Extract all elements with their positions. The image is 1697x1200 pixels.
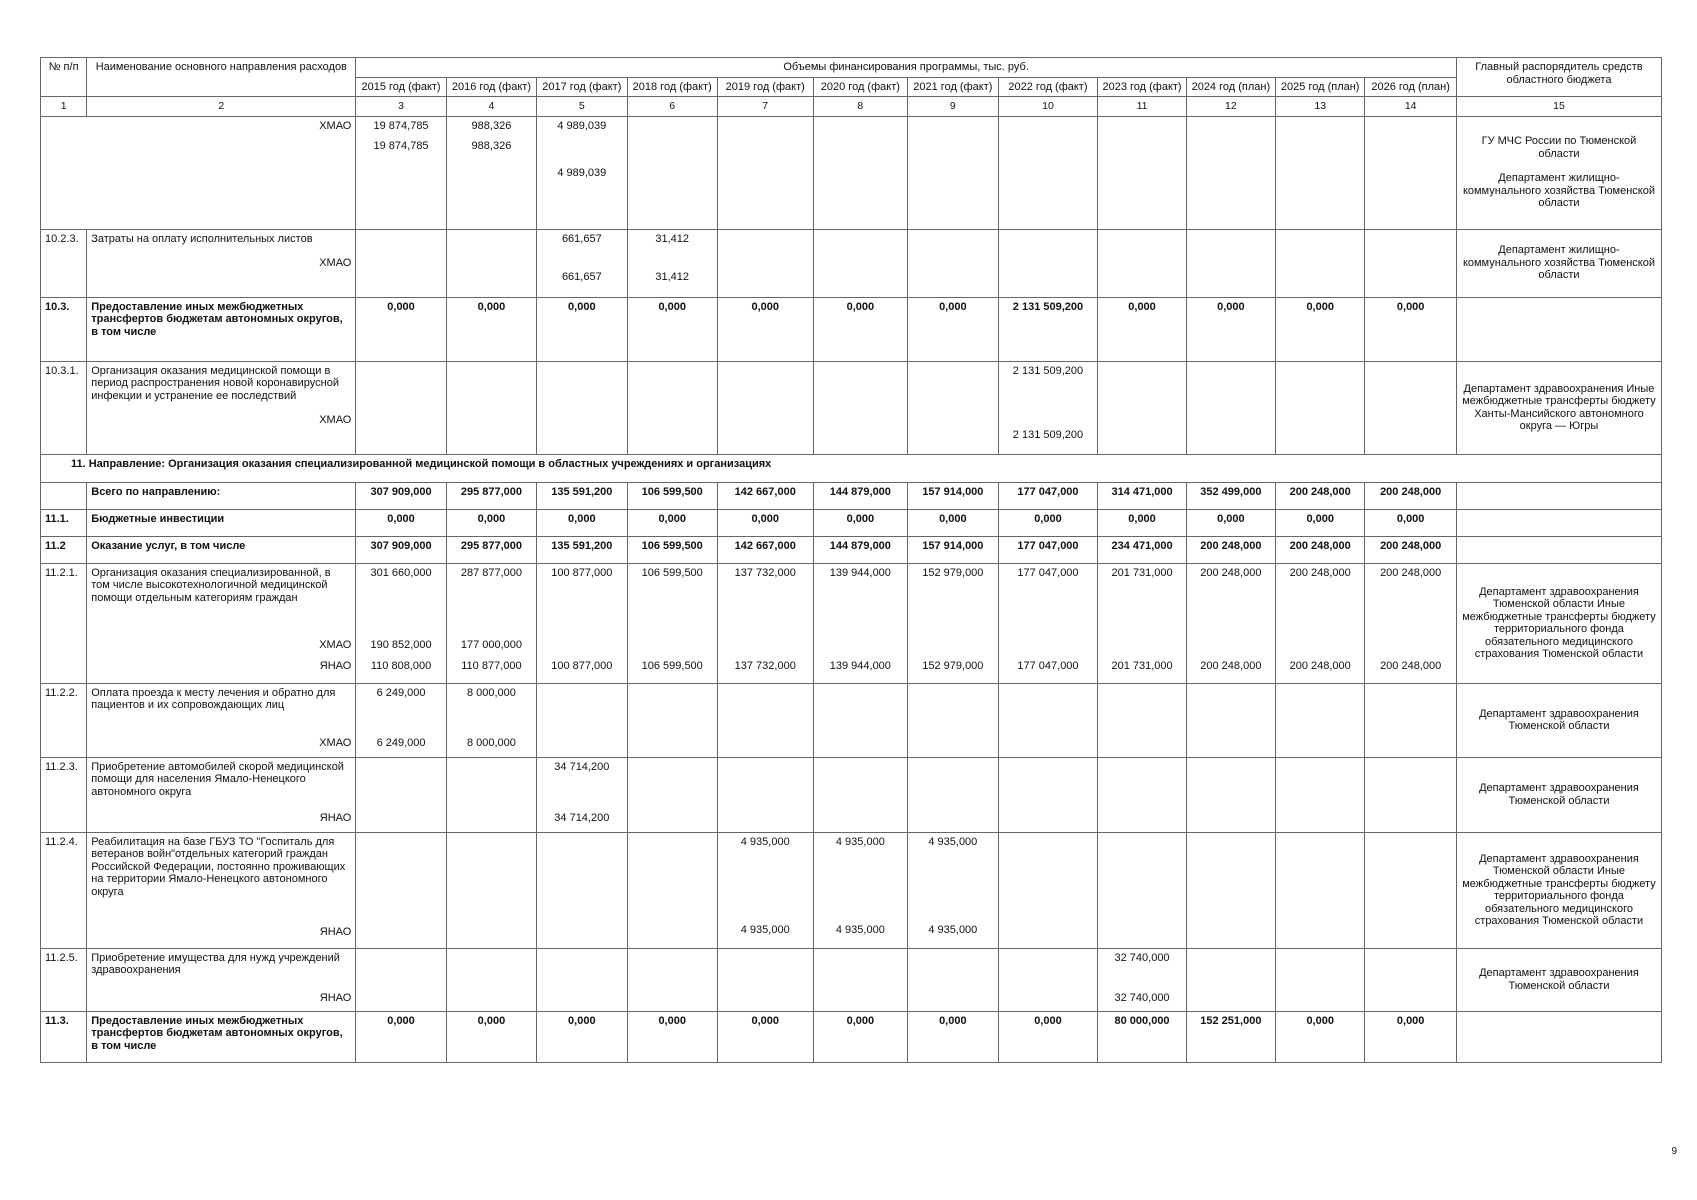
table-row — [41, 361, 1662, 454]
value-cell: 200 248,000 — [1186, 536, 1275, 563]
row-code: 11.2.4. — [41, 832, 87, 948]
table-row — [41, 1011, 1662, 1062]
row-name: Всего по направлению: — [87, 482, 356, 509]
table-row — [41, 832, 1662, 948]
value-cell: 80 000,000 — [1098, 1011, 1186, 1062]
value-cell: 0,000 — [1365, 509, 1457, 536]
year-header: 2017 год (факт) — [537, 77, 627, 97]
table-row — [41, 509, 1662, 536]
value-cell: 0,000 — [537, 297, 627, 361]
value-cell: 0,000 — [998, 1011, 1098, 1062]
row-code: 11.2.2. — [41, 683, 87, 757]
value-cell: 314 471,000 — [1098, 482, 1186, 509]
value-cell: 34 714,200 34 714,200 — [537, 757, 627, 832]
value-cell: 152 979,000 152 979,000 — [908, 563, 998, 683]
value-cell: 200 248,000 200 248,000 — [1186, 563, 1275, 683]
table-row — [41, 116, 1662, 229]
row-code: 11.2.3. — [41, 757, 87, 832]
value-cell: 0,000 — [1365, 297, 1457, 361]
value-cell: 0,000 — [356, 509, 446, 536]
value-cell: 234 471,000 — [1098, 536, 1186, 563]
row-name: Приобретение автомобилей скорой медицинской помощи для населения Ямало-Ненецкого автономного округа ЯНАО — [87, 757, 356, 832]
page-number: 9 — [1671, 1146, 1677, 1157]
header-row-1 — [41, 58, 1662, 78]
value-cell: 200 248,000 — [1276, 536, 1365, 563]
value-cell: 4 989,039 4 989,039 — [537, 116, 627, 229]
row-code: 11.2.5. — [41, 948, 87, 1011]
col-num: 1 — [41, 97, 87, 117]
table-row — [41, 297, 1662, 361]
table-row — [41, 229, 1662, 297]
row-name: Затраты на оплату исполнительных листов ХМАО — [87, 229, 356, 297]
value-cell: 0,000 — [1276, 1011, 1365, 1062]
value-cell: 0,000 — [1186, 509, 1275, 536]
value-cell: 301 660,000 190 852,000 110 808,000 — [356, 563, 446, 683]
value-cell: 135 591,200 — [537, 536, 627, 563]
value-cell: 352 499,000 — [1186, 482, 1275, 509]
col-header-no: № п/п — [41, 58, 87, 97]
value-cell: 31,412 31,412 — [627, 229, 717, 297]
value-cell: 0,000 — [1098, 297, 1186, 361]
value-cell: 142 667,000 — [717, 536, 813, 563]
value-cell: 177 047,000 — [998, 482, 1098, 509]
budget-table — [40, 57, 1662, 1063]
value-cell: 177 047,000 — [998, 536, 1098, 563]
value-cell: 135 591,200 — [537, 482, 627, 509]
value-cell: 0,000 — [908, 297, 998, 361]
row-name: Организация оказания медицинской помощи в период распространения новой коронавирусной инфекции и устранение ее последствий ХМАО — [87, 361, 356, 454]
row-code: 11.3. — [41, 1011, 87, 1062]
value-cell: 0,000 — [908, 509, 998, 536]
col-num: 10 — [998, 97, 1098, 117]
value-cell: 307 909,000 — [356, 482, 446, 509]
year-header: 2016 год (факт) — [446, 77, 536, 97]
row-name: Организация оказания специализированной, в том числе высокотехнологичной медицинской помощи отдельным категориям граждан ХМАО ЯНАО — [87, 563, 356, 683]
value-cell: 0,000 — [998, 509, 1098, 536]
value-cell: 0,000 — [537, 509, 627, 536]
row-name: Приобретение имущества для нужд учреждений здравоохранения ЯНАО — [87, 948, 356, 1011]
value-cell: 0,000 — [446, 297, 536, 361]
year-header: 2026 год (план) — [1365, 77, 1457, 97]
manager-cell: ГУ МЧС России по Тюменской области Департамент жилищно-коммунального хозяйства Тюменской области — [1456, 116, 1661, 229]
value-cell: 4 935,000 4 935,000 — [813, 832, 908, 948]
value-cell: 32 740,000 32 740,000 — [1098, 948, 1186, 1011]
manager-cell: Департамент здравоохранения Иные межбюджетные трансферты бюджету Ханты-Мансийского автономного округа — Югры — [1456, 361, 1661, 454]
section-title: 11. Направление: Организация оказания специализированной медицинской помощи в областных учреждениях и организациях — [41, 454, 1662, 482]
value-cell: 157 914,000 — [908, 536, 998, 563]
value-cell: 19 874,785 19 874,785 — [356, 116, 446, 229]
value-cell: 4 935,000 4 935,000 — [908, 832, 998, 948]
row-code: 11.1. — [41, 509, 87, 536]
section-row — [41, 454, 1662, 482]
col-num: 9 — [908, 97, 998, 117]
manager-cell: Департамент жилищно-коммунального хозяйства Тюменской области — [1456, 229, 1661, 297]
manager-cell: Департамент здравоохранения Тюменской области Иные межбюджетные трансферты бюджету территориального фонда обязательного медицинского страхования Тюменской области — [1456, 832, 1661, 948]
table-row — [41, 948, 1662, 1011]
value-cell: 6 249,000 6 249,000 — [356, 683, 446, 757]
value-cell: 157 914,000 — [908, 482, 998, 509]
value-cell: 0,000 — [813, 1011, 908, 1062]
year-header: 2020 год (факт) — [813, 77, 908, 97]
value-cell: 0,000 — [717, 509, 813, 536]
table-row — [41, 536, 1662, 563]
year-header: 2015 год (факт) — [356, 77, 446, 97]
column-number-row — [41, 97, 1662, 117]
col-num: 11 — [1098, 97, 1186, 117]
value-cell: 0,000 — [356, 297, 446, 361]
value-cell: 0,000 — [627, 1011, 717, 1062]
row-name: Предоставление иных межбюджетных трансфертов бюджетам автономных округов, в том числе — [87, 1011, 356, 1062]
table-row — [41, 482, 1662, 509]
value-cell: 0,000 — [356, 1011, 446, 1062]
value-cell: 307 909,000 — [356, 536, 446, 563]
value-cell: 0,000 — [717, 1011, 813, 1062]
value-cell: 200 248,000 200 248,000 — [1276, 563, 1365, 683]
value-cell: 2 131 509,200 2 131 509,200 — [998, 361, 1098, 454]
col-header-manager: Главный распорядитель средств областного бюджета — [1456, 58, 1661, 97]
value-cell: 100 877,000 100 877,000 — [537, 563, 627, 683]
col-num: 8 — [813, 97, 908, 117]
col-num: 2 — [87, 97, 356, 117]
col-header-funding: Объемы финансирования программы, тыс. руб. — [356, 58, 1457, 78]
value-cell: 661,657 661,657 — [537, 229, 627, 297]
value-cell: 0,000 — [627, 509, 717, 536]
col-num: 3 — [356, 97, 446, 117]
row-code: 10.3.1. — [41, 361, 87, 454]
manager-cell: Департамент здравоохранения Тюменской области Иные межбюджетные трансферты бюджету территориального фонда обязательного медицинского страхования Тюменской области — [1456, 563, 1661, 683]
col-num: 13 — [1276, 97, 1365, 117]
value-cell: 8 000,000 8 000,000 — [446, 683, 536, 757]
value-cell: 2 131 509,200 — [998, 297, 1098, 361]
value-cell: 200 248,000 — [1276, 482, 1365, 509]
value-cell: 0,000 — [813, 509, 908, 536]
row-code: 11.2.1. — [41, 563, 87, 683]
col-num: 12 — [1186, 97, 1275, 117]
row-name: Бюджетные инвестиции — [87, 509, 356, 536]
value-cell: 177 047,000 177 047,000 — [998, 563, 1098, 683]
year-header: 2021 год (факт) — [908, 77, 998, 97]
value-cell: 0,000 — [813, 297, 908, 361]
value-cell: 201 731,000 201 731,000 — [1098, 563, 1186, 683]
value-cell: 0,000 — [627, 297, 717, 361]
value-cell: 0,000 — [446, 1011, 536, 1062]
manager-cell: Департамент здравоохранения Тюменской области — [1456, 948, 1661, 1011]
value-cell: 0,000 — [1276, 509, 1365, 536]
value-cell: 142 667,000 — [717, 482, 813, 509]
year-header: 2024 год (план) — [1186, 77, 1275, 97]
col-num: 4 — [446, 97, 536, 117]
year-header: 2025 год (план) — [1276, 77, 1365, 97]
value-cell: 144 879,000 — [813, 482, 908, 509]
value-cell: 0,000 — [1276, 297, 1365, 361]
col-num: 7 — [717, 97, 813, 117]
value-cell: 295 877,000 — [446, 482, 536, 509]
year-header: 2023 год (факт) — [1098, 77, 1186, 97]
value-cell: 0,000 — [1098, 509, 1186, 536]
table-row — [41, 563, 1662, 683]
value-cell: 152 251,000 — [1186, 1011, 1275, 1062]
col-num: 6 — [627, 97, 717, 117]
col-header-name: Наименование основного направления расходов — [87, 58, 356, 97]
row-name: Реабилитация на базе ГБУЗ ТО "Госпиталь для ветеранов войн"отдельных категорий граждан Российской Федерации, постоянно проживающих на территории Ямало-Ненецкого автономного округа ЯНАО — [87, 832, 356, 948]
value-cell: 106 599,500 106 599,500 — [627, 563, 717, 683]
col-num: 14 — [1365, 97, 1457, 117]
region-label: ХМАО — [41, 116, 356, 229]
manager-cell: Департамент здравоохранения Тюменской области — [1456, 683, 1661, 757]
value-cell: 295 877,000 — [446, 536, 536, 563]
year-header: 2018 год (факт) — [627, 77, 717, 97]
table-row — [41, 683, 1662, 757]
year-header: 2022 год (факт) — [998, 77, 1098, 97]
value-cell: 0,000 — [1365, 1011, 1457, 1062]
value-cell: 4 935,000 4 935,000 — [717, 832, 813, 948]
row-name: Предоставление иных межбюджетных трансфертов бюджетам автономных округов, в том числе — [87, 297, 356, 361]
value-cell: 144 879,000 — [813, 536, 908, 563]
table-row — [41, 757, 1662, 832]
value-cell: 200 248,000 — [1365, 536, 1457, 563]
value-cell: 0,000 — [1186, 297, 1275, 361]
year-header: 2019 год (факт) — [717, 77, 813, 97]
value-cell: 106 599,500 — [627, 482, 717, 509]
value-cell: 200 248,000 200 248,000 — [1365, 563, 1457, 683]
value-cell: 0,000 — [908, 1011, 998, 1062]
value-cell: 106 599,500 — [627, 536, 717, 563]
row-code: 11.2 — [41, 536, 87, 563]
value-cell: 0,000 — [537, 1011, 627, 1062]
col-num: 5 — [537, 97, 627, 117]
value-cell: 0,000 — [717, 297, 813, 361]
value-cell: 137 732,000 137 732,000 — [717, 563, 813, 683]
row-code: 10.3. — [41, 297, 87, 361]
value-cell: 139 944,000 139 944,000 — [813, 563, 908, 683]
value-cell: 0,000 — [446, 509, 536, 536]
value-cell: 988,326 988,326 — [446, 116, 536, 229]
row-name: Оплата проезда к месту лечения и обратно для пациентов и их сопровождающих лиц ХМАО — [87, 683, 356, 757]
value-cell: 287 877,000 177 000,000 110 877,000 — [446, 563, 536, 683]
manager-cell: Департамент здравоохранения Тюменской области — [1456, 757, 1661, 832]
value-cell: 200 248,000 — [1365, 482, 1457, 509]
col-num: 15 — [1456, 97, 1661, 117]
row-name: Оказание услуг, в том числе — [87, 536, 356, 563]
row-code: 10.2.3. — [41, 229, 87, 297]
